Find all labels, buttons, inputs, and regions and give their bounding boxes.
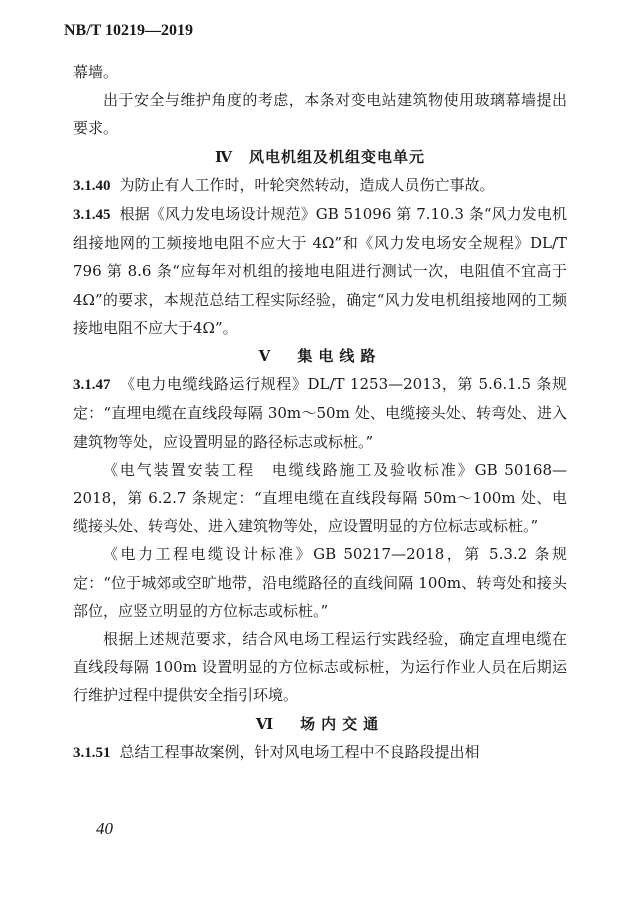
clause-text: 为防止有人工作时，叶轮突然转动，造成人员伤亡事故。 (119, 175, 495, 194)
section-numeral: Ⅵ (255, 714, 280, 733)
standard-code-header: NB/T 10219—2019 (64, 22, 194, 39)
page-number: 40 (96, 819, 113, 838)
section-heading-6 (73, 710, 567, 738)
paragraph-gb50217: 《电力工程电缆设计标准》GB 50217—2018，第 5.3.2 条规定：“位于城郊或空旷地带，沿电缆路径的直线间隔 100m、转弯处和接头部位，应竖立明显的方位标志或标桩。” (73, 545, 567, 620)
clause-text: 《电力电缆线路运行规程》DL/T 1253—2013，第 5.6.1.5 条规定：“直埋电缆在直线段每隔 30m～50m 处、电缆接头处、转弯处、进入建筑物等处，应设置明显的路径标志或标桩。” (73, 375, 567, 451)
clause-number: 3.1.51 (73, 744, 111, 761)
section-title: 场内交通 (300, 714, 385, 733)
paragraph-glass-curtain: 出于安全与维护角度的考虑，本条对变电站建筑物使用玻璃幕墙提出要求。 (73, 91, 567, 138)
clause-text: 根据《风力发电场设计规范》GB 51096 第 7.10.3 条“风力发电机组接地网的工频接地电阻不应大于 4Ω”和《风力发电场安全规程》DL/T 796 第 8.6 条“应每年对机组的接地电阻进行测试一次，电阻值不宜高于 4Ω”的要求，本规范总结工程实际经验，确定“风力发电机组接地网的工频接地电阻不应大于4Ω”。 (73, 205, 567, 337)
section-numeral: Ⅳ (214, 147, 233, 166)
clause-3-1-51 (73, 738, 567, 767)
section-heading-4 (73, 143, 567, 171)
paragraph-continuation: 幕墙。 (73, 63, 119, 81)
clause-number: 3.1.47 (73, 377, 111, 394)
clause-3-1-47 (73, 370, 567, 456)
paragraph-gb50168: 《电气装置安装工程 电缆线路施工及验收标准》GB 50168—2018，第 6.2.7 条规定：“直埋电缆在直线段每隔 50m～100m 处、电缆接头处、转弯处、进入建筑物等处，应设置明显的方位标志或标桩。” (73, 460, 567, 536)
clause-number: 3.1.40 (73, 177, 111, 194)
section-title: 风电机组及机组变电单元 (249, 147, 426, 166)
paragraph-summary: 根据上述规范要求，结合风电场工程运行实践经验，确定直埋电缆在直线段每隔 100m 设置明显的方位标志或标桩，为运行作业人员在后期运行维护过程中提供安全指引环境。 (73, 630, 567, 705)
clause-3-1-40 (73, 171, 567, 200)
clause-number: 3.1.45 (73, 207, 111, 224)
clause-3-1-45 (73, 200, 567, 342)
document-body (73, 58, 567, 767)
section-numeral: Ⅴ (258, 347, 277, 366)
clause-text: 总结工程事故案例，针对风电场工程中不良路段提出相 (119, 742, 480, 761)
section-title: 集电线路 (297, 347, 382, 366)
section-heading-5 (73, 342, 567, 370)
